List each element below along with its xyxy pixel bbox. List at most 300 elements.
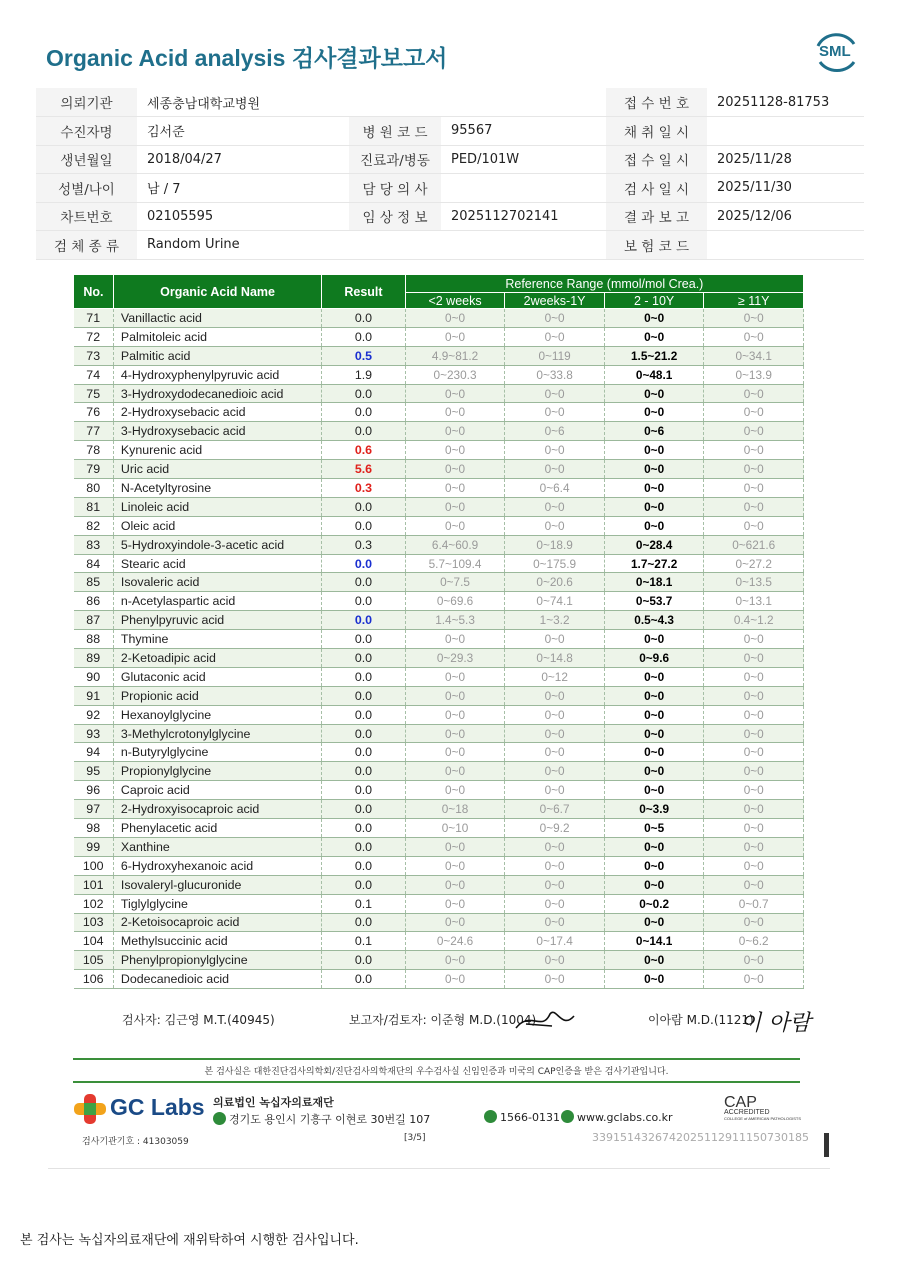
reference-range: 0~6.4 bbox=[505, 479, 605, 498]
reference-range: 0~10 bbox=[405, 819, 505, 838]
result-value: 0.0 bbox=[322, 554, 406, 573]
acid-name: Hexanoylglycine bbox=[113, 705, 321, 724]
reference-range: 1.4~5.3 bbox=[405, 611, 505, 630]
reference-range: 0~0 bbox=[704, 460, 804, 479]
reference-range: 0~0 bbox=[604, 516, 704, 535]
cap-accredited-logo: CAP ACCREDITED COLLEGE of AMERICAN PATHOLOGISTS bbox=[724, 1094, 801, 1121]
reference-range: 0~0 bbox=[405, 309, 505, 328]
reference-range: 0~0 bbox=[405, 856, 505, 875]
reference-range: 6.4~60.9 bbox=[405, 535, 505, 554]
table-row bbox=[74, 384, 804, 403]
reference-range: 0~0 bbox=[704, 667, 804, 686]
table-row bbox=[74, 365, 804, 384]
reference-range: 0~6 bbox=[505, 422, 605, 441]
reference-range: 0~18 bbox=[405, 800, 505, 819]
reference-range: 0~28.4 bbox=[604, 535, 704, 554]
lab-address: 경기도 용인시 기흥구 이현로 30번길 107 bbox=[213, 1111, 430, 1127]
result-value: 0.0 bbox=[322, 819, 406, 838]
reference-range: 0~0 bbox=[604, 686, 704, 705]
result-value: 0.0 bbox=[322, 781, 406, 800]
reference-range: 0~0 bbox=[505, 781, 605, 800]
reference-range: 0~0 bbox=[405, 743, 505, 762]
table-row bbox=[74, 781, 804, 800]
reference-range: 0~27.2 bbox=[704, 554, 804, 573]
reference-range: 0~0.7 bbox=[704, 894, 804, 913]
reference-range: 0~53.7 bbox=[604, 592, 704, 611]
row-number: 103 bbox=[74, 913, 114, 932]
acid-name: 2-Ketoisocaproic acid bbox=[113, 913, 321, 932]
lab-website[interactable]: www.gclabs.co.kr bbox=[561, 1110, 673, 1124]
edge-mark bbox=[824, 1133, 829, 1157]
reference-range: 0~0 bbox=[505, 497, 605, 516]
reference-range: 0~0 bbox=[704, 970, 804, 989]
row-number: 106 bbox=[74, 970, 114, 989]
reference-range: 0~0 bbox=[505, 516, 605, 535]
result-value: 0.3 bbox=[322, 535, 406, 554]
result-value: 0.0 bbox=[322, 856, 406, 875]
divider bbox=[48, 1168, 830, 1169]
table-row bbox=[74, 743, 804, 762]
footer-note: 본 검사는 녹십자의료재단에 재위탁하여 시행한 검사입니다. bbox=[20, 1233, 359, 1248]
row-number: 101 bbox=[74, 875, 114, 894]
row-number: 105 bbox=[74, 951, 114, 970]
reference-range: 0~0 bbox=[704, 875, 804, 894]
reference-range: 0~0 bbox=[505, 762, 605, 781]
reference-range: 0~0 bbox=[704, 800, 804, 819]
result-value: 0.0 bbox=[322, 800, 406, 819]
table-row bbox=[74, 441, 804, 460]
patient-info-table: 의뢰기관 세종충남대학교병원 접 수 번 호 20251128-81753 수진자명 김서준 병 원 코 드 95567 채 취 일 시 생년월일 2018/04/27 진료과/병동 PED/101W 접 수 일 시 2025/11/28 성별/나이 남 / 7 담 당 의 사 검 사 일 시 2025/11/30 차트번호 02105595 임 상 정 보 2025112702141 결 과 보 고 2025/12/06 검 체 종 류 Random Urine 보 험 코 드 bbox=[36, 88, 864, 260]
reference-range: 0~0 bbox=[505, 913, 605, 932]
reference-range: 0~18.9 bbox=[505, 535, 605, 554]
table-row bbox=[74, 346, 804, 365]
reference-range: 0~0 bbox=[405, 724, 505, 743]
reference-range: 0~0 bbox=[405, 875, 505, 894]
row-number: 90 bbox=[74, 667, 114, 686]
acid-name: n-Butyrylglycine bbox=[113, 743, 321, 762]
tester-signature: 검사자: 김근영 M.T.(40945) bbox=[122, 1013, 275, 1027]
col-name: Organic Acid Name bbox=[113, 275, 321, 309]
reference-range: 0~0 bbox=[604, 460, 704, 479]
acid-name: Oleic acid bbox=[113, 516, 321, 535]
reference-range: 0~20.6 bbox=[505, 573, 605, 592]
reference-range: 0~0 bbox=[704, 649, 804, 668]
row-number: 86 bbox=[74, 592, 114, 611]
acid-name: 6-Hydroxyhexanoic acid bbox=[113, 856, 321, 875]
acid-name: Stearic acid bbox=[113, 554, 321, 573]
reference-range: 0~0 bbox=[604, 384, 704, 403]
reference-range: 0~7.5 bbox=[405, 573, 505, 592]
reference-range: 0~0 bbox=[604, 762, 704, 781]
reporter-signature: 보고자/검토자: 이준형 M.D.(1004) bbox=[349, 1013, 537, 1027]
table-row bbox=[74, 705, 804, 724]
location-icon bbox=[213, 1112, 226, 1125]
result-value: 0.0 bbox=[322, 573, 406, 592]
reference-range: 0~0 bbox=[405, 686, 505, 705]
reference-range: 0~0 bbox=[704, 441, 804, 460]
table-row bbox=[74, 819, 804, 838]
reference-range: 0~0 bbox=[405, 630, 505, 649]
result-value: 0.0 bbox=[322, 705, 406, 724]
reference-range: 0~0.2 bbox=[604, 894, 704, 913]
table-row bbox=[74, 837, 804, 856]
acid-name: 4-Hydroxyphenylpyruvic acid bbox=[113, 365, 321, 384]
reference-range: 0~48.1 bbox=[604, 365, 704, 384]
acid-name: 3-Hydroxydodecanedioic acid bbox=[113, 384, 321, 403]
row-number: 100 bbox=[74, 856, 114, 875]
reference-range: 5.7~109.4 bbox=[405, 554, 505, 573]
row-number: 82 bbox=[74, 516, 114, 535]
reference-range: 0~230.3 bbox=[405, 365, 505, 384]
acid-name: Linoleic acid bbox=[113, 497, 321, 516]
result-value: 0.1 bbox=[322, 894, 406, 913]
reference-range: 0~0 bbox=[604, 497, 704, 516]
reference-range: 0~0 bbox=[704, 705, 804, 724]
row-number: 79 bbox=[74, 460, 114, 479]
acid-name: 5-Hydroxyindole-3-acetic acid bbox=[113, 535, 321, 554]
acid-name: Vanillactic acid bbox=[113, 309, 321, 328]
acid-name: Thymine bbox=[113, 630, 321, 649]
reference-range: 0~0 bbox=[604, 403, 704, 422]
reference-range: 0~0 bbox=[704, 630, 804, 649]
reference-range: 0~0 bbox=[405, 441, 505, 460]
row-number: 84 bbox=[74, 554, 114, 573]
reference-range: 0~0 bbox=[505, 327, 605, 346]
reference-range: 0~0 bbox=[704, 781, 804, 800]
table-row bbox=[74, 724, 804, 743]
reference-range: 0~0 bbox=[405, 516, 505, 535]
organic-acid-results-table: No. Organic Acid Name Result Reference Range (mmol/mol Crea.) <2 weeks 2weeks-1Y 2 - 10Y ≥ 11Y 71 Vanillactic acid 0.0 0~0 0~0 0~0 0~0 72 Palmitoleic acid 0.0 0~0 0~0 0~0 0~0 73 Palmitic acid 0.5 4.9~81.2 0~119 1.5~21.2 0~34.1 74 4-Hydroxyphenylpyruvic acid 1.9 0~230.3 0~33.8 0~48.1 0~13.9 75 3-Hydroxydodecanedioic acid 0.0 0~0 0~0 0~0 0~0 76 2-Hydroxysebacic acid 0.0 0~0 0~0 0~0 0~0 77 3-Hydroxysebacic acid 0.0 0~0 0~6 0~6 0~0 78 Kynurenic acid 0.6 0~0 0~0 0~0 0~0 79 Uric acid 5.6 0~0 0~0 0~0 0~0 80 N-Acetyltyrosine 0.3 0~0 0~6.4 0~0 0~0 81 Linoleic acid 0.0 0~0 0~0 0~0 0~0 82 Oleic acid 0.0 0~0 0~0 0~0 0~0 83 5-Hydroxyindole-3-acetic acid 0.3 6.4~60.9 0~18.9 0~28.4 0~621.6 84 Stearic acid 0.0 5.7~109.4 0~175.9 1.7~27.2 0~27.2 85 Isovaleric acid 0.0 0~7.5 0~20.6 0~18.1 0~13.5 86 n-Acetylaspartic acid 0.0 0~69.6 0~74.1 0~53.7 0~13.1 87 Phenylpyruvic acid 0.0 1.4~5.3 1~3.2 0.5~4.3 0.4~1.2 88 Thymine 0.0 0~0 0~0 0~0 0~0 89 2-Ketoadipic acid 0.0 0~29.3 0~14.8 0~9.6 0~0 90 Glutaconic acid 0.0 0~0 0~12 0~0 0~0 91 Propionic acid 0.0 0~0 0~0 0~0 0~0 92 Hexanoylglycine 0.0 0~0 0~0 0~0 0~0 93 3-Methylcrotonylglycine 0.0 0~0 0~0 0~0 0~0 94 n-Butyrylglycine 0.0 0~0 0~0 0~0 0~0 95 Propionylglycine 0.0 0~0 0~0 0~0 0~0 96 Caproic acid 0.0 0~0 0~0 0~0 0~0 97 2-Hydroxyisocaproic acid 0.0 0~18 0~6.7 0~3.9 0~0 98 Phenylacetic acid 0.0 0~10 0~9.2 0~5 0~0 99 Xanthine 0.0 0~0 0~0 0~0 0~0 100 6-Hydroxyhexanoic acid 0.0 0~0 0~0 0~0 0~0 101 Isovaleryl-glucuronide 0.0 0~0 0~0 0~0 0~0 102 Tiglylglycine 0.1 0~0 0~0 0~0.2 0~0.7 103 2-Ketoisocaproic acid 0.0 0~0 0~0 0~0 0~0 104 Methylsuccinic acid 0.1 0~24.6 0~17.4 0~14.1 0~6.2 105 Phenylpropionylglycine 0.0 0~0 0~0 0~0 0~0 106 Dodecanedioic acid 0.0 0~0 0~0 0~0 0~0 bbox=[73, 274, 804, 989]
table-row bbox=[74, 422, 804, 441]
third-signature-mark: 이 아람 bbox=[740, 1011, 811, 1036]
result-value: 0.0 bbox=[322, 630, 406, 649]
reference-range: 0~119 bbox=[505, 346, 605, 365]
result-value: 0.1 bbox=[322, 932, 406, 951]
reference-range: 0~0 bbox=[405, 762, 505, 781]
reference-range: 0~14.1 bbox=[604, 932, 704, 951]
reference-range: 0~0 bbox=[505, 309, 605, 328]
col-reference: Reference Range (mmol/mol Crea.) bbox=[405, 275, 803, 293]
row-number: 72 bbox=[74, 327, 114, 346]
result-value: 0.0 bbox=[322, 327, 406, 346]
row-number: 91 bbox=[74, 686, 114, 705]
acid-name: Isovaleryl-glucuronide bbox=[113, 875, 321, 894]
reference-range: 0~74.1 bbox=[505, 592, 605, 611]
acid-name: Isovaleric acid bbox=[113, 573, 321, 592]
reference-range: 0~0 bbox=[505, 460, 605, 479]
col-no: No. bbox=[74, 275, 114, 309]
reference-range: 0~0 bbox=[405, 422, 505, 441]
reference-range: 0~0 bbox=[505, 686, 605, 705]
result-value: 0.0 bbox=[322, 686, 406, 705]
reference-range: 0~0 bbox=[405, 781, 505, 800]
table-row bbox=[74, 516, 804, 535]
page-number: [3/5] bbox=[404, 1133, 426, 1143]
reference-range: 0~0 bbox=[604, 667, 704, 686]
row-number: 81 bbox=[74, 497, 114, 516]
result-value: 0.0 bbox=[322, 743, 406, 762]
result-value: 0.0 bbox=[322, 649, 406, 668]
institution-number: 검사기관기호 : 41303059 bbox=[82, 1137, 189, 1147]
reference-range: 0~0 bbox=[704, 516, 804, 535]
result-value: 0.0 bbox=[322, 611, 406, 630]
result-value: 0.0 bbox=[322, 667, 406, 686]
table-row bbox=[74, 951, 804, 970]
row-number: 78 bbox=[74, 441, 114, 460]
row-number: 80 bbox=[74, 479, 114, 498]
acid-name: 2-Hydroxysebacic acid bbox=[113, 403, 321, 422]
table-row bbox=[74, 649, 804, 668]
table-row bbox=[74, 875, 804, 894]
reference-range: 0~0 bbox=[505, 951, 605, 970]
barcode-number: 33915143267420251129111507301​85 bbox=[592, 1131, 809, 1144]
acid-name: n-Acetylaspartic acid bbox=[113, 592, 321, 611]
result-value: 0.0 bbox=[322, 951, 406, 970]
reference-range: 0~24.6 bbox=[405, 932, 505, 951]
reference-range: 0~18.1 bbox=[604, 573, 704, 592]
reference-range: 0~0 bbox=[604, 630, 704, 649]
result-value: 1.9 bbox=[322, 365, 406, 384]
reference-range: 0~6.7 bbox=[505, 800, 605, 819]
reference-range: 0~0 bbox=[604, 951, 704, 970]
reference-range: 0~0 bbox=[405, 667, 505, 686]
reference-range: 0~0 bbox=[604, 875, 704, 894]
result-value: 0.0 bbox=[322, 724, 406, 743]
row-number: 93 bbox=[74, 724, 114, 743]
reference-range: 0.4~1.2 bbox=[704, 611, 804, 630]
reference-range: 0~0 bbox=[405, 951, 505, 970]
result-value: 5.6 bbox=[322, 460, 406, 479]
row-number: 85 bbox=[74, 573, 114, 592]
acid-name: Phenylpyruvic acid bbox=[113, 611, 321, 630]
reference-range: 0~0 bbox=[505, 705, 605, 724]
acid-name: Palmitic acid bbox=[113, 346, 321, 365]
table-row bbox=[74, 327, 804, 346]
table-row bbox=[74, 403, 804, 422]
acid-name: N-Acetyltyrosine bbox=[113, 479, 321, 498]
reference-range: 0~13.5 bbox=[704, 573, 804, 592]
reference-range: 0~0 bbox=[405, 497, 505, 516]
row-number: 75 bbox=[74, 384, 114, 403]
row-number: 99 bbox=[74, 837, 114, 856]
reference-range: 0~0 bbox=[505, 875, 605, 894]
acid-name: Kynurenic acid bbox=[113, 441, 321, 460]
table-row bbox=[74, 592, 804, 611]
table-row bbox=[74, 535, 804, 554]
table-row bbox=[74, 856, 804, 875]
reference-range: 0~3.9 bbox=[604, 800, 704, 819]
reference-range: 0~0 bbox=[604, 327, 704, 346]
reference-range: 0~0 bbox=[704, 724, 804, 743]
reference-range: 0~0 bbox=[704, 497, 804, 516]
reference-range: 0~0 bbox=[405, 913, 505, 932]
reference-range: 0~12 bbox=[505, 667, 605, 686]
lab-phone: 1566-0131 bbox=[484, 1110, 560, 1124]
result-value: 0.0 bbox=[322, 762, 406, 781]
row-number: 104 bbox=[74, 932, 114, 951]
reference-range: 0~0 bbox=[505, 630, 605, 649]
reference-range: 1.5~21.2 bbox=[604, 346, 704, 365]
reference-range: 0~0 bbox=[704, 309, 804, 328]
result-value: 0.0 bbox=[322, 422, 406, 441]
row-number: 96 bbox=[74, 781, 114, 800]
row-number: 95 bbox=[74, 762, 114, 781]
reference-range: 1.7~27.2 bbox=[604, 554, 704, 573]
third-signature: 이아람 M.D.(1121) bbox=[648, 1013, 754, 1027]
reference-range: 0~6 bbox=[604, 422, 704, 441]
reference-range: 0~0 bbox=[604, 705, 704, 724]
acid-name: Palmitoleic acid bbox=[113, 327, 321, 346]
table-row bbox=[74, 913, 804, 932]
acid-name: Uric acid bbox=[113, 460, 321, 479]
row-number: 102 bbox=[74, 894, 114, 913]
acid-name: 2-Hydroxyisocaproic acid bbox=[113, 800, 321, 819]
row-number: 74 bbox=[74, 365, 114, 384]
reference-range: 0~6.2 bbox=[704, 932, 804, 951]
row-number: 73 bbox=[74, 346, 114, 365]
result-value: 0.0 bbox=[322, 875, 406, 894]
row-number: 88 bbox=[74, 630, 114, 649]
acid-name: Phenylacetic acid bbox=[113, 819, 321, 838]
table-row bbox=[74, 800, 804, 819]
acid-name: Tiglylglycine bbox=[113, 894, 321, 913]
reference-range: 0~0 bbox=[604, 913, 704, 932]
reference-range: 0~0 bbox=[405, 837, 505, 856]
reference-range: 0~0 bbox=[505, 837, 605, 856]
row-number: 71 bbox=[74, 309, 114, 328]
acid-name: Xanthine bbox=[113, 837, 321, 856]
reference-range: 0~5 bbox=[604, 819, 704, 838]
acid-name: Dodecanedioic acid bbox=[113, 970, 321, 989]
certification-notice: 본 검사실은 대한진단검사의학회/진단검사의학재단의 우수검사실 신임인증과 미국의 CAP인증을 받은 검사기관입니다. bbox=[73, 1058, 800, 1083]
acid-name: Propionylglycine bbox=[113, 762, 321, 781]
col-result: Result bbox=[322, 275, 406, 309]
row-number: 77 bbox=[74, 422, 114, 441]
reference-range: 0~0 bbox=[405, 479, 505, 498]
reference-range: 0~0 bbox=[704, 686, 804, 705]
reference-range: 0~17.4 bbox=[505, 932, 605, 951]
result-value: 0.6 bbox=[322, 441, 406, 460]
table-row bbox=[74, 611, 804, 630]
table-row bbox=[74, 309, 804, 328]
result-value: 0.5 bbox=[322, 346, 406, 365]
reference-range: 0~0 bbox=[704, 762, 804, 781]
reference-range: 0~0 bbox=[704, 913, 804, 932]
reference-range: 0~0 bbox=[604, 781, 704, 800]
reference-range: 0~0 bbox=[505, 403, 605, 422]
reference-range: 0~0 bbox=[604, 309, 704, 328]
table-row bbox=[74, 970, 804, 989]
result-value: 0.0 bbox=[322, 309, 406, 328]
reference-range: 0~33.8 bbox=[505, 365, 605, 384]
row-number: 87 bbox=[74, 611, 114, 630]
row-number: 97 bbox=[74, 800, 114, 819]
table-row bbox=[74, 573, 804, 592]
reference-range: 0~0 bbox=[704, 422, 804, 441]
reference-range: 0~34.1 bbox=[704, 346, 804, 365]
reference-range: 0~0 bbox=[405, 403, 505, 422]
reference-range: 0~0 bbox=[505, 724, 605, 743]
reference-range: 0~0 bbox=[704, 951, 804, 970]
table-row bbox=[74, 630, 804, 649]
reference-range: 0~0 bbox=[505, 856, 605, 875]
sml-logo: SML bbox=[812, 32, 860, 74]
reference-range: 0~175.9 bbox=[505, 554, 605, 573]
reference-range: 0.5~4.3 bbox=[604, 611, 704, 630]
reference-range: 0~0 bbox=[505, 970, 605, 989]
reference-range: 0~0 bbox=[604, 837, 704, 856]
page-title: Organic Acid analysis 검사결과보고서 bbox=[46, 45, 448, 71]
table-row bbox=[74, 762, 804, 781]
row-number: 92 bbox=[74, 705, 114, 724]
row-number: 94 bbox=[74, 743, 114, 762]
phone-icon bbox=[484, 1110, 497, 1123]
reference-range: 0~0 bbox=[604, 441, 704, 460]
result-value: 0.0 bbox=[322, 913, 406, 932]
table-row bbox=[74, 667, 804, 686]
row-number: 76 bbox=[74, 403, 114, 422]
reference-range: 0~14.8 bbox=[505, 649, 605, 668]
acid-name: Methylsuccinic acid bbox=[113, 932, 321, 951]
acid-name: Propionic acid bbox=[113, 686, 321, 705]
reference-range: 0~0 bbox=[405, 894, 505, 913]
table-row bbox=[74, 460, 804, 479]
table-row bbox=[74, 894, 804, 913]
reference-range: 0~0 bbox=[604, 479, 704, 498]
reference-range: 0~0 bbox=[505, 743, 605, 762]
home-icon bbox=[561, 1110, 574, 1123]
acid-name: Glutaconic acid bbox=[113, 667, 321, 686]
reference-range: 0~0 bbox=[604, 856, 704, 875]
acid-name: 2-Ketoadipic acid bbox=[113, 649, 321, 668]
reference-range: 0~0 bbox=[704, 819, 804, 838]
reference-range: 0~13.1 bbox=[704, 592, 804, 611]
result-value: 0.0 bbox=[322, 403, 406, 422]
reference-range: 0~0 bbox=[704, 479, 804, 498]
result-value: 0.0 bbox=[322, 837, 406, 856]
result-value: 0.0 bbox=[322, 516, 406, 535]
reference-range: 0~0 bbox=[405, 970, 505, 989]
reference-range: 0~0 bbox=[704, 743, 804, 762]
reference-range: 0~69.6 bbox=[405, 592, 505, 611]
reference-range: 0~9.2 bbox=[505, 819, 605, 838]
result-value: 0.0 bbox=[322, 497, 406, 516]
reference-range: 0~0 bbox=[505, 384, 605, 403]
reference-range: 1~3.2 bbox=[505, 611, 605, 630]
table-row bbox=[74, 686, 804, 705]
reference-range: 0~0 bbox=[704, 837, 804, 856]
reference-range: 0~0 bbox=[604, 724, 704, 743]
acid-name: Caproic acid bbox=[113, 781, 321, 800]
table-row bbox=[74, 479, 804, 498]
reference-range: 0~621.6 bbox=[704, 535, 804, 554]
reference-range: 0~0 bbox=[405, 327, 505, 346]
table-row bbox=[74, 554, 804, 573]
acid-name: 3-Hydroxysebacic acid bbox=[113, 422, 321, 441]
acid-name: Phenylpropionylglycine bbox=[113, 951, 321, 970]
reference-range: 0~0 bbox=[505, 894, 605, 913]
acid-name: 3-Methylcrotonylglycine bbox=[113, 724, 321, 743]
row-number: 98 bbox=[74, 819, 114, 838]
reference-range: 0~0 bbox=[704, 856, 804, 875]
reference-range: 0~0 bbox=[604, 743, 704, 762]
reference-range: 0~29.3 bbox=[405, 649, 505, 668]
reference-range: 0~9.6 bbox=[604, 649, 704, 668]
reference-range: 0~0 bbox=[405, 460, 505, 479]
reporter-signature-scribble bbox=[512, 1004, 578, 1036]
reference-range: 0~0 bbox=[405, 384, 505, 403]
foundation-name: 의료법인 녹십자의료재단 bbox=[213, 1096, 334, 1109]
